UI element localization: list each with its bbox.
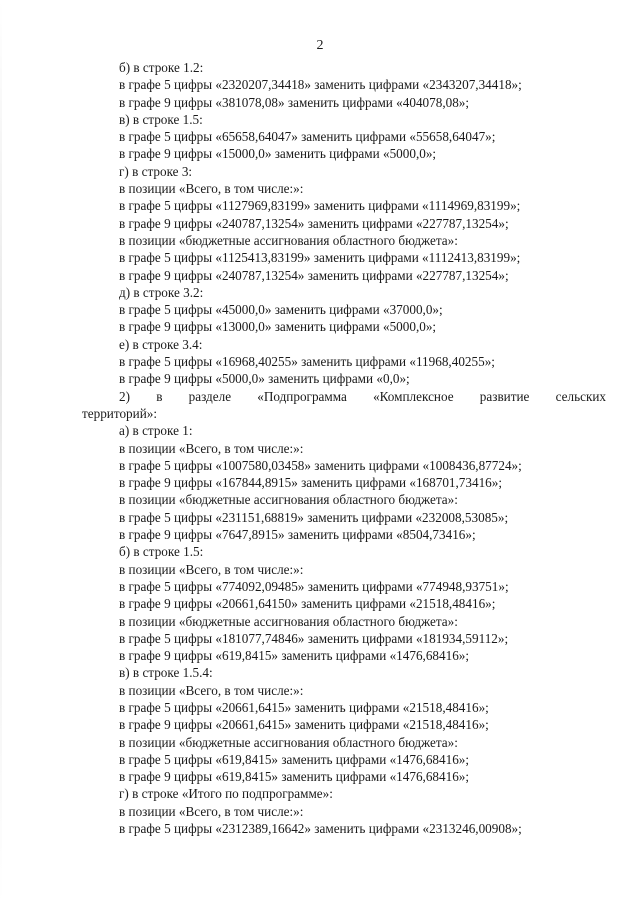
text-line: в позиции «бюджетные ассигнования областного бюджета»: — [119, 613, 458, 629]
heading-word: «Комплексное — [373, 388, 454, 404]
text-line: в графе 9 цифры «381078,08» заменить цифрами «404078,08»; — [119, 94, 470, 110]
heading-word: 2) — [119, 388, 130, 404]
text-line: в позиции «Всего, в том числе:»: — [119, 803, 304, 819]
text-line: в графе 9 цифры «13000,0» заменить цифрами «5000,0»; — [119, 319, 437, 335]
text-line: в графе 9 цифры «7647,8915» заменить цифрами «8504,73416»; — [119, 527, 476, 543]
section-heading-line — [82, 388, 606, 405]
text-line: б) в строке 1.5: — [119, 544, 204, 560]
heading-word: «Подпрограмма — [257, 388, 347, 404]
text-line: в графе 5 цифры «619,8415» заменить цифрами «1476,68416»; — [119, 751, 470, 767]
text-line: в графе 9 цифры «619,8415» заменить цифрами «1476,68416»; — [119, 648, 470, 664]
text-line: в позиции «Всего, в том числе:»: — [119, 440, 304, 456]
text-line: в графе 5 цифры «181077,74846» заменить цифрами «181934,59112»; — [119, 630, 509, 646]
text-line: в графе 5 цифры «774092,09485» заменить цифрами «774948,93751»; — [119, 578, 509, 594]
text-line: в позиции «Всего, в том числе:»: — [119, 682, 304, 698]
text-line: в графе 9 цифры «240787,13254» заменить цифрами «227787,13254»; — [119, 215, 509, 231]
text-line: в) в строке 1.5.4: — [119, 665, 213, 681]
text-line: д) в строке 3.2: — [119, 284, 204, 300]
text-line: в графе 5 цифры «231151,68819» заменить цифрами «232008,53085»; — [119, 509, 509, 525]
text-line: в графе 9 цифры «167844,8915» заменить цифрами «168701,73416»; — [119, 475, 503, 491]
text-line: в) в строке 1.5: — [119, 111, 203, 127]
text-line: в графе 5 цифры «2320207,34418» заменить цифрами «2343207,34418»; — [119, 77, 522, 93]
heading-word: в — [156, 388, 163, 404]
heading-word: сельских — [555, 388, 606, 404]
section-heading-continuation: территорий»: — [82, 405, 158, 421]
text-line: в графе 5 цифры «45000,0» заменить цифрами «37000,0»; — [119, 302, 443, 318]
text-line: в графе 9 цифры «5000,0» заменить цифрами «0,0»; — [119, 371, 410, 387]
amendments-block-2 — [82, 422, 606, 837]
text-line: в графе 9 цифры «619,8415» заменить цифрами «1476,68416»; — [119, 769, 470, 785]
text-line: в позиции «бюджетные ассигнования областного бюджета»: — [119, 734, 458, 750]
page-number: 2 — [316, 38, 324, 53]
text-line: е) в строке 3.4: — [119, 336, 203, 352]
heading-word: разделе — [188, 388, 232, 404]
text-line: в графе 9 цифры «20661,6415» заменить цифрами «21518,48416»; — [119, 717, 489, 733]
text-line: б) в строке 1.2: — [119, 60, 204, 75]
text-line: г) в строке 3: — [119, 163, 193, 179]
text-line: г) в строке «Итого по подпрограмме»: — [119, 786, 333, 802]
text-line: в позиции «бюджетные ассигнования областного бюджета»: — [119, 232, 458, 248]
amendments-block-1 — [82, 59, 606, 388]
text-line: в графе 5 цифры «1125413,83199» заменить цифрами «1112413,83199»; — [119, 250, 521, 266]
text-line: в позиции «Всего, в том числе:»: — [119, 561, 304, 577]
text-line: в графе 5 цифры «1127969,83199» заменить цифрами «1114969,83199»; — [119, 198, 521, 214]
text-line: в графе 5 цифры «20661,6415» заменить цифрами «21518,48416»; — [119, 699, 489, 715]
scan-edge-shadow — [0, 0, 2, 905]
text-line: в графе 5 цифры «65658,64047» заменить цифрами «55658,64047»; — [119, 129, 496, 145]
document-body — [82, 59, 606, 837]
text-line: в графе 5 цифры «16968,40255» заменить цифрами «11968,40255»; — [119, 354, 495, 370]
text-line: в графе 5 цифры «1007580,03458» заменить цифрами «1008436,87724»; — [119, 457, 522, 473]
text-line: в графе 9 цифры «15000,0» заменить цифрами «5000,0»; — [119, 146, 437, 162]
text-line: в графе 9 цифры «240787,13254» заменить цифрами «227787,13254»; — [119, 267, 509, 283]
text-line: в графе 5 цифры «2312389,16642» заменить цифрами «2313246,00908»; — [119, 821, 522, 837]
text-line: а) в строке 1: — [119, 423, 193, 439]
text-line: в позиции «Всего, в том числе:»: — [119, 181, 304, 197]
text-line: в позиции «бюджетные ассигнования областного бюджета»: — [119, 492, 458, 508]
text-line: в графе 9 цифры «20661,64150» заменить цифрами «21518,48416»; — [119, 596, 496, 612]
heading-word: развитие — [479, 388, 530, 404]
